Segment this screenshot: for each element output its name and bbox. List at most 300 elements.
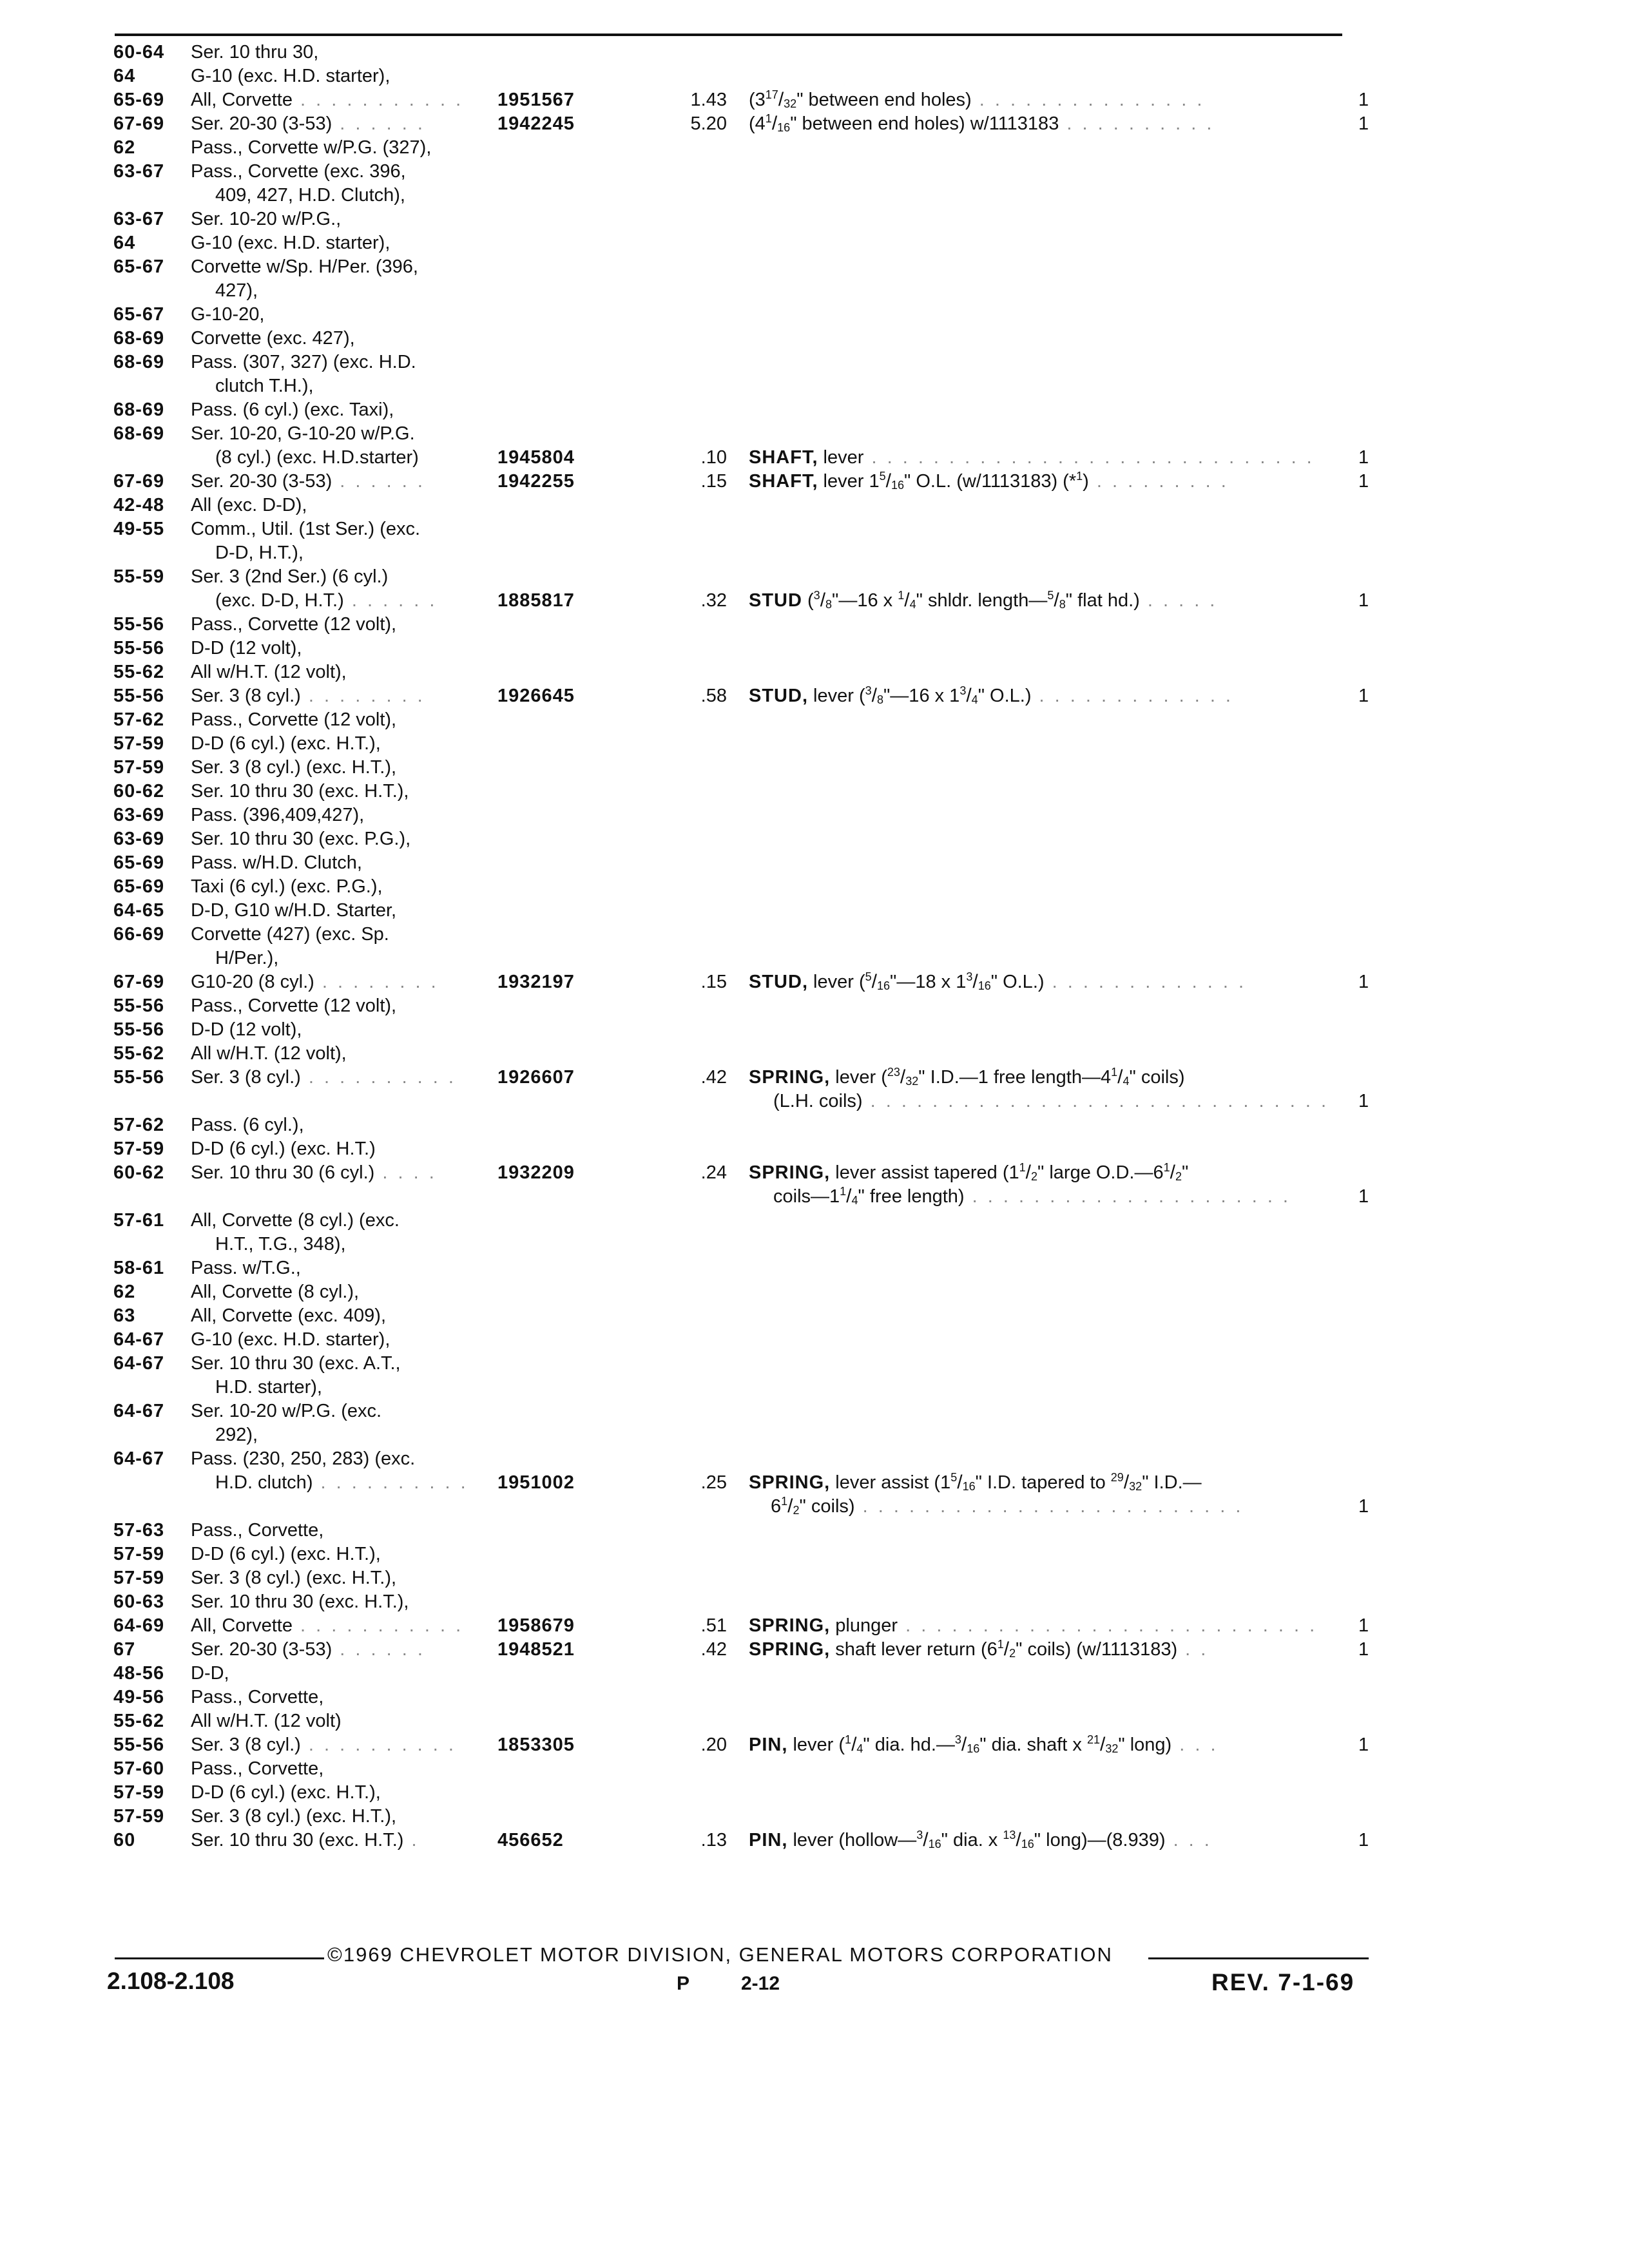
application-text: All, Corvette: [191, 90, 293, 110]
parts-line: [0, 1256, 1629, 1280]
quantity: 1: [1358, 447, 1369, 468]
parts-line: [0, 469, 1629, 494]
parts-line: [0, 1399, 1629, 1423]
parts-line: [0, 1661, 1629, 1686]
frac-num: 3: [966, 970, 973, 983]
parts-line: [0, 827, 1629, 851]
model-years: 55-62: [113, 662, 165, 682]
quantity: 1: [1358, 590, 1369, 611]
model-years: 62: [113, 137, 136, 158]
application: D-D (6 cyl.) (exc. H.T.),: [191, 733, 381, 754]
price: .58: [700, 686, 727, 706]
desc-part: (4: [749, 113, 766, 134]
application: Ser. 3 (8 cyl.) . . . . . . . .: [191, 686, 425, 706]
parts-line: [0, 588, 1629, 613]
model-years: 68-69: [113, 352, 165, 372]
application: Pass. (230, 250, 283) (exc.: [191, 1448, 416, 1469]
desc-part: "—16 x: [832, 590, 898, 611]
description: (L.H. coils) . . . . . . . . . . . . . . . . . . . . . . . . . . . . . .: [773, 1091, 1329, 1111]
price: .13: [700, 1830, 727, 1850]
part-name: SPRING,: [749, 1639, 831, 1660]
parts-line: [0, 493, 1629, 517]
frac-num: 1: [1111, 1066, 1118, 1079]
application: (exc. D-D, H.T.) . . . . . .: [215, 590, 438, 611]
application: Pass. w/T.G.,: [191, 1258, 301, 1278]
quantity: 1: [1358, 90, 1369, 110]
parts-line: [0, 1590, 1629, 1614]
frac-den: 2: [1175, 1170, 1182, 1183]
application: Ser. 10 thru 30 (exc. A.T.,: [191, 1353, 401, 1374]
price: .20: [700, 1735, 727, 1755]
model-years: 67-69: [113, 972, 165, 992]
parts-line: [0, 684, 1629, 708]
frac-num: 3: [954, 1733, 961, 1746]
model-years: 68-69: [113, 328, 165, 349]
model-years: 57-60: [113, 1758, 165, 1779]
model-years: 57-59: [113, 1568, 165, 1588]
model-years: 57-63: [113, 1520, 165, 1541]
application: D-D, H.T.),: [215, 543, 304, 563]
model-years: 62: [113, 1282, 136, 1302]
part-number: 1926607: [497, 1067, 575, 1088]
description: SPRING, lever ($^{23}/_{32}$" I.D.—1 free $length—4^1/_4$" coils): [749, 1066, 1185, 1088]
price: .15: [700, 972, 727, 992]
frac-num: 5: [1047, 589, 1054, 602]
model-years: 67-69: [113, 471, 165, 492]
application-text: H.D. clutch): [215, 1472, 313, 1493]
quantity: 1: [1358, 1496, 1369, 1517]
model-years: 55-56: [113, 1735, 165, 1755]
part-number: 1853305: [497, 1735, 575, 1755]
part-number: 1951567: [497, 90, 575, 110]
parts-line: [0, 255, 1629, 279]
model-years: 57-62: [113, 709, 165, 730]
model-years: 55-56: [113, 638, 165, 658]
desc-part: " coils) (w/1113183): [1016, 1639, 1178, 1660]
parts-line: [0, 1494, 1629, 1519]
desc-part: shaft lever return (6: [830, 1639, 998, 1660]
parts-line: [0, 88, 1629, 112]
description: SPRING, lever assist ($1^5/_{16}$" I.D. tapered to $^{29}/_{32}$" I.D.—: [749, 1471, 1202, 1493]
frac-num: 13: [1003, 1829, 1016, 1841]
parts-line: [0, 1160, 1629, 1185]
desc-part: " free length): [858, 1186, 965, 1207]
frac-den: 32: [784, 97, 797, 110]
quantity: 1: [1358, 972, 1369, 992]
parts-line: [0, 1041, 1629, 1066]
model-years: 65-69: [113, 876, 165, 897]
application-text: Ser. 10 thru 30 (exc. H.T.): [191, 1830, 404, 1850]
application: G-10 (exc. H.D. starter),: [191, 66, 390, 86]
parts-line: [0, 1470, 1629, 1495]
application: 427),: [215, 280, 258, 301]
model-years: 68-69: [113, 423, 165, 444]
part-name: STUD,: [749, 972, 808, 992]
quantity: 1: [1358, 1830, 1369, 1850]
parts-line: [0, 1208, 1629, 1233]
application: All, Corvette . . . . . . . . . . .: [191, 1615, 464, 1636]
application: Taxi (6 cyl.) (exc. P.G.),: [191, 876, 383, 897]
part-number: 1942255: [497, 471, 575, 492]
frac-num: 5: [950, 1471, 958, 1484]
application: Ser. 20-30 (3-53) . . . . . .: [191, 1639, 425, 1660]
application: All, Corvette (8 cyl.),: [191, 1282, 360, 1302]
revision-date: REV. 7-1-69: [1211, 1969, 1355, 1995]
price: .51: [700, 1615, 727, 1636]
frac-den: 4: [851, 1194, 858, 1207]
quantity: 1: [1358, 686, 1369, 706]
model-years: 65-67: [113, 304, 165, 325]
application: 409, 427, H.D. Clutch),: [215, 185, 405, 206]
model-years: 55-56: [113, 614, 165, 635]
application: Ser. 3 (8 cyl.) . . . . . . . . . .: [191, 1735, 456, 1755]
parts-line: [0, 1780, 1629, 1805]
desc-part: lever (hollow—: [787, 1830, 917, 1850]
parts-line: [0, 445, 1629, 470]
description: SPRING, lever assist tapered ($1^1/_2$" large $O.D.—6^1/_2$": [749, 1161, 1189, 1183]
parts-line: [0, 1828, 1629, 1852]
desc-part: " O.L.): [990, 972, 1045, 992]
desc-part: (: [802, 590, 814, 611]
model-years: 65-69: [113, 90, 165, 110]
application: G10-20 (8 cyl.) . . . . . . . .: [191, 972, 439, 992]
parts-line: [0, 1613, 1629, 1638]
parts-line: [0, 922, 1629, 947]
parts-line: [0, 660, 1629, 684]
description: SPRING, plunger . . . . . . . . . . . . . . . . . . . . . . . . . . .: [749, 1615, 1318, 1636]
application: D-D, G10 w/H.D. Starter,: [191, 900, 397, 921]
model-years: 67: [113, 1639, 136, 1660]
price: .10: [700, 447, 727, 468]
frac-den: 16: [891, 479, 904, 492]
parts-line: [0, 946, 1629, 970]
application: H.D. clutch) . . . . . . . . . .: [215, 1472, 468, 1493]
application: All w/H.T. (12 volt),: [191, 1043, 347, 1064]
application: G-10 (exc. H.D. starter),: [191, 1329, 390, 1350]
application: clutch T.H.),: [215, 376, 314, 396]
model-years: 64-67: [113, 1329, 165, 1350]
quantity: 1: [1358, 113, 1369, 134]
application: Ser. 3 (8 cyl.) (exc. H.T.),: [191, 1806, 397, 1827]
desc-part: " dia. x: [941, 1830, 1003, 1850]
frac-num: 3: [916, 1829, 923, 1841]
application-text: Ser. 3 (8 cyl.): [191, 1735, 301, 1755]
frac-num: 17: [765, 88, 778, 101]
frac-num: 3: [959, 684, 967, 697]
model-years: 48-56: [113, 1663, 165, 1684]
desc-part: " large O.D.—6: [1037, 1162, 1164, 1183]
frac-den: 32: [905, 1075, 919, 1088]
model-years: 64-65: [113, 900, 165, 921]
application: Ser. 20-30 (3-53) . . . . . .: [191, 471, 425, 492]
application: (8 cyl.) (exc. H.D.starter): [215, 447, 419, 468]
parts-line: [0, 517, 1629, 541]
model-years: 66-69: [113, 924, 165, 945]
model-years: 55-56: [113, 686, 165, 706]
description: ($4^1/_{16}$" between end holes) w/1113183 . . . . . . . . . .: [749, 112, 1215, 134]
desc-part: " between end holes) w/1113183: [790, 113, 1059, 134]
model-years: 57-59: [113, 1139, 165, 1159]
quantity: 1: [1358, 1091, 1369, 1111]
model-years: 49-56: [113, 1687, 165, 1707]
model-years: 42-48: [113, 495, 165, 515]
frac-den: 16: [777, 121, 791, 134]
desc-part: "—18 x 1: [890, 972, 967, 992]
application: All, Corvette (exc. 409),: [191, 1305, 386, 1326]
description: STUD ($^3/_8"—16$ x $^1/_4$" shldr. $length—^5/_8$" flat hd.) . . . . .: [749, 589, 1218, 611]
application: D-D (6 cyl.) (exc. H.T.),: [191, 1782, 381, 1803]
description: $coils—1^1/_4$" free length) . . . . . . . . . . . . . . . . . . . . .: [773, 1185, 1291, 1207]
price: .32: [700, 590, 727, 611]
application: Ser. 3 (8 cyl.) . . . . . . . . . .: [191, 1067, 456, 1088]
desc-part: " long): [1118, 1735, 1172, 1755]
parts-line: [0, 207, 1629, 231]
page-number: 2-12: [741, 1973, 780, 1994]
desc-part: plunger: [830, 1615, 898, 1636]
application: Pass. (307, 327) (exc. H.D.: [191, 352, 416, 372]
parts-line: [0, 421, 1629, 446]
model-years: 63-69: [113, 805, 165, 825]
parts-line: [0, 1637, 1629, 1662]
model-years: 63: [113, 1305, 136, 1326]
model-years: 64-67: [113, 1448, 165, 1469]
parts-line: [0, 707, 1629, 732]
desc-part: lever (: [787, 1735, 845, 1755]
application: G-10-20,: [191, 304, 265, 325]
frac-num: 3: [813, 589, 820, 602]
model-years: 64-67: [113, 1401, 165, 1421]
application: Pass., Corvette,: [191, 1758, 324, 1779]
application: Pass. (6 cyl.),: [191, 1115, 304, 1135]
part-name: SHAFT,: [749, 471, 818, 492]
model-years: 64: [113, 66, 136, 86]
desc-part: " O.L.): [978, 686, 1032, 706]
part-number: 1948521: [497, 1639, 575, 1660]
description: SHAFT, lever . . . . . . . . . . . . . . . . . . . . . . . . . . . . .: [749, 447, 1315, 468]
frac-num: 29: [1110, 1471, 1124, 1484]
parts-line: [0, 1113, 1629, 1137]
desc-part: (L.H. coils): [773, 1091, 863, 1111]
application: Pass. w/H.D. Clutch,: [191, 852, 362, 873]
parts-line: [0, 541, 1629, 565]
model-years: 64-69: [113, 1615, 165, 1636]
frac-num: 1: [845, 1733, 852, 1746]
parts-line: [0, 612, 1629, 637]
parts-line: [0, 1756, 1629, 1781]
desc-part: " long)—(8.939): [1034, 1830, 1166, 1850]
frac-num: 1: [765, 112, 772, 125]
part-number: 1945804: [497, 447, 575, 468]
application: 292),: [215, 1425, 258, 1445]
application: Ser. 3 (8 cyl.) (exc. H.T.),: [191, 757, 397, 778]
model-years: 60-62: [113, 1162, 165, 1183]
application: D-D (6 cyl.) (exc. H.T.): [191, 1139, 376, 1159]
price: .15: [700, 471, 727, 492]
frac-num: 5: [865, 970, 872, 983]
model-years: 55-62: [113, 1043, 165, 1064]
top-rule: [115, 34, 1342, 36]
desc-part: ): [1083, 471, 1089, 492]
frac-den: 16: [978, 979, 991, 992]
parts-line: [0, 64, 1629, 88]
application: Pass., Corvette w/P.G. (327),: [191, 137, 432, 158]
desc-part: " I.D. tapered to: [975, 1472, 1111, 1493]
frac-num: 1: [840, 1185, 847, 1198]
application: Ser. 10 thru 30 (exc. H.T.),: [191, 1591, 409, 1612]
part-number: 1958679: [497, 1615, 575, 1636]
frac-den: 2: [1009, 1647, 1016, 1660]
parts-line: [0, 1089, 1629, 1113]
part-number: 1942245: [497, 113, 575, 134]
desc-part: " shldr. length—: [916, 590, 1048, 611]
model-years: 57-59: [113, 757, 165, 778]
part-number: 1885817: [497, 590, 575, 611]
parts-line: [0, 398, 1629, 422]
model-years: 57-61: [113, 1210, 165, 1231]
parts-line: [0, 1423, 1629, 1447]
parts-line: [0, 278, 1629, 303]
model-years: 55-56: [113, 1067, 165, 1088]
model-years: 57-59: [113, 1782, 165, 1803]
model-years: 63-67: [113, 161, 165, 182]
model-years: 49-55: [113, 519, 165, 539]
parts-line: [0, 636, 1629, 660]
desc-part: " coils): [1129, 1067, 1185, 1088]
application: D-D,: [191, 1663, 229, 1684]
part-number: 1932197: [497, 972, 575, 992]
application: Pass., Corvette (12 volt),: [191, 709, 397, 730]
parts-line: [0, 111, 1629, 136]
frac-num: 21: [1086, 1733, 1100, 1746]
parts-line: [0, 40, 1629, 64]
application: Pass., Corvette (exc. 396,: [191, 161, 406, 182]
parts-line: [0, 1685, 1629, 1709]
application: Ser. 10-20 w/P.G.,: [191, 209, 342, 229]
parts-line: [0, 564, 1629, 589]
parts-line: [0, 374, 1629, 398]
application-text: Ser. 20-30 (3-53): [191, 1639, 333, 1660]
parts-line: [0, 1446, 1629, 1471]
parts-line: [0, 1542, 1629, 1566]
frac-den: 8: [877, 693, 884, 706]
parts-line: [0, 1065, 1629, 1090]
application: D-D (12 volt),: [191, 638, 302, 658]
frac-den: 4: [1123, 1075, 1130, 1088]
parts-line: [0, 1518, 1629, 1542]
frac-den: 2: [1030, 1170, 1037, 1183]
desc-part: " I.D.—: [1142, 1472, 1202, 1493]
application-text: Ser. 20-30 (3-53): [191, 471, 333, 492]
frac-den: 16: [877, 979, 891, 992]
desc-part: (3: [749, 90, 766, 110]
frac-num: 5: [879, 470, 886, 483]
model-years: 57-59: [113, 1806, 165, 1827]
model-years: 60-64: [113, 42, 165, 62]
price: .42: [700, 1067, 727, 1088]
part-name: SPRING,: [749, 1615, 831, 1636]
model-years: 64: [113, 233, 136, 253]
frac-den: 8: [1059, 598, 1066, 611]
parts-line: [0, 1303, 1629, 1328]
application: Comm., Util. (1st Ser.) (exc.: [191, 519, 421, 539]
application: Ser. 3 (8 cyl.) (exc. H.T.),: [191, 1568, 397, 1588]
parts-line: [0, 1804, 1629, 1829]
part-name: PIN,: [749, 1830, 788, 1850]
page-footer: [0, 1933, 1629, 2036]
parts-line: [0, 1017, 1629, 1042]
quantity: 1: [1358, 1735, 1369, 1755]
price: .24: [700, 1162, 727, 1183]
application: D-D (12 volt),: [191, 1019, 302, 1040]
desc-part: lever assist (1: [830, 1472, 951, 1493]
application: Ser. 3 (2nd Ser.) (6 cyl.): [191, 566, 389, 587]
price: .42: [700, 1639, 727, 1660]
parts-line: [0, 731, 1629, 756]
parts-line: [0, 183, 1629, 207]
application: All w/H.T. (12 volt),: [191, 662, 347, 682]
application: Ser. 10 thru 30 (exc. H.T.),: [191, 781, 409, 802]
parts-line: [0, 302, 1629, 327]
model-years: 60-63: [113, 1591, 165, 1612]
desc-part: " between end holes): [796, 90, 972, 110]
parts-line: [0, 1733, 1629, 1757]
price: 1.43: [690, 90, 727, 110]
desc-part: lever: [818, 447, 864, 468]
footer-rule-left: [115, 1957, 324, 1959]
desc-part: " O.L. (w/1113183) (*: [904, 471, 1077, 492]
part-name: STUD,: [749, 686, 808, 706]
desc-part: lever (: [830, 1067, 887, 1088]
application: H.D. starter),: [215, 1377, 322, 1398]
price: 5.20: [690, 113, 727, 134]
application: Ser. 10 thru 30 (exc. P.G.),: [191, 829, 411, 849]
quantity: 1: [1358, 1615, 1369, 1636]
application-text: Ser. 20-30 (3-53): [191, 113, 333, 134]
desc-part: ": [1182, 1162, 1189, 1183]
parts-line: [0, 1184, 1629, 1209]
application-text: G10-20 (8 cyl.): [191, 972, 314, 992]
desc-part: " I.D.—1 free length—4: [918, 1067, 1112, 1088]
frac-den: 4: [971, 693, 978, 706]
application: H.T., T.G., 348),: [215, 1234, 346, 1254]
application: All, Corvette . . . . . . . . . . .: [191, 90, 464, 110]
application: Corvette (427) (exc. Sp.: [191, 924, 389, 945]
desc-part: " dia. shaft x: [979, 1735, 1087, 1755]
parts-line: [0, 1709, 1629, 1733]
application: Pass., Corvette (12 volt),: [191, 995, 397, 1016]
frac-num: 23: [887, 1066, 900, 1079]
model-years: 58-61: [113, 1258, 165, 1278]
desc-part: 6: [771, 1496, 782, 1517]
application: Ser. 20-30 (3-53) . . . . . .: [191, 113, 425, 134]
description: SHAFT, lever $1^5/_{16}$" O.L. (w/1113183) (*$^1$) . . . . . . . . .: [749, 470, 1229, 492]
model-years: 67-69: [113, 113, 165, 134]
application: Pass., Corvette,: [191, 1687, 324, 1707]
frac-den: 16: [962, 1480, 976, 1493]
model-years: 65-69: [113, 852, 165, 873]
application: Pass. (396,409,427),: [191, 805, 365, 825]
application: Pass. (6 cyl.) (exc. Taxi),: [191, 399, 394, 420]
application-text: Ser. 10 thru 30 (6 cyl.): [191, 1162, 375, 1183]
parts-line: [0, 350, 1629, 374]
description: PIN, lever ($hollow—^3/_{16}$" dia. x $^{13}/_{16}$" long)—(8.939) . . .: [749, 1829, 1212, 1850]
frac-den: 16: [967, 1742, 980, 1755]
model-years: 65-67: [113, 256, 165, 277]
desc-part: lever (: [808, 686, 865, 706]
parts-line: [0, 1375, 1629, 1399]
frac-num: 1: [1019, 1161, 1026, 1174]
model-years: 60-62: [113, 781, 165, 802]
